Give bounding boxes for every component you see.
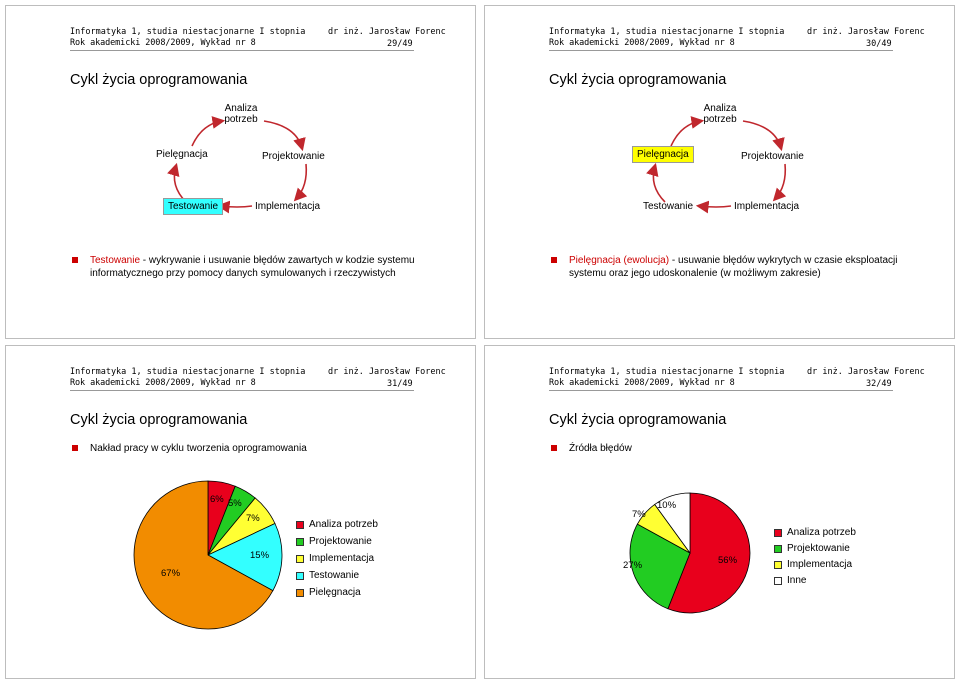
cycle-arrows: [485, 6, 956, 340]
pie-label-projektowanie: 27%: [623, 560, 643, 571]
slide-30: [484, 5, 955, 339]
definition-line1: - usuwanie błędów wykrytych w czasie eksploatacji: [669, 255, 898, 266]
arrow-analiza-projektowanie: [743, 121, 781, 148]
pie-label-analiza: 6%: [210, 494, 224, 505]
legend-swatch: [296, 572, 304, 580]
legend-item: Pielęgnacja: [309, 587, 361, 598]
legend-item: Analiza potrzeb: [787, 527, 856, 538]
pie-chart-errors: [485, 346, 956, 680]
legend-item: Testowanie: [309, 570, 360, 581]
term-pielegnacja: Pielęgnacja (ewolucja): [569, 255, 670, 266]
header-course: Informatyka 1, studia niestacjonarne I stopnia: [549, 27, 785, 37]
cycle-implementacja: Implementacja: [255, 201, 321, 212]
cycle-testowanie: Testowanie: [643, 201, 694, 212]
legend-swatch: [774, 577, 782, 585]
slide-32: [484, 345, 955, 679]
page-number: 32/49: [866, 379, 892, 389]
pie-label-implementacja: 7%: [632, 509, 646, 520]
definition-line2: informatycznego przy pomocy danych symulowanych i rzeczywistych: [90, 268, 396, 279]
legend-swatch: [774, 529, 782, 537]
cycle-pielegnacja: Pielęgnacja: [156, 149, 208, 160]
cycle-analiza-line1: Analiza: [703, 103, 737, 114]
legend-swatch: [774, 561, 782, 569]
page-number: 29/49: [387, 39, 413, 49]
legend-swatch: [296, 555, 304, 563]
legend-swatch: [296, 521, 304, 529]
slide-title: Cykl życia oprogramowania: [70, 72, 248, 88]
arrow-implementacja-testowanie: [699, 206, 731, 207]
cycle-analiza: [695, 103, 745, 125]
cycle-analiza-line2: potrzeb: [703, 114, 737, 125]
slide-title: Cykl życia oprogramowania: [70, 412, 248, 428]
arrow-testowanie-pielegnacja: [174, 166, 186, 202]
header-course: Informatyka 1, studia niestacjonarne I stopnia: [70, 27, 306, 37]
bullet-marker: [551, 257, 557, 263]
arrow-projektowanie-implementacja: [775, 164, 785, 199]
bullet-text: [569, 254, 898, 280]
pie-label-projektowanie: 5%: [228, 498, 242, 509]
bullet-marker: [72, 257, 78, 263]
header-course: Informatyka 1, studia niestacjonarne I stopnia: [70, 367, 306, 377]
cycle-pielegnacja-label: Pielęgnacja: [633, 147, 693, 162]
header-year: Rok akademicki 2008/2009, Wykład nr 8: [549, 38, 735, 48]
pie-label-pielegnacja: 67%: [161, 568, 181, 579]
header-course: Informatyka 1, studia niestacjonarne I stopnia: [549, 367, 785, 377]
cycle-arrows: [6, 6, 477, 340]
cycle-implementacja: Implementacja: [734, 201, 800, 212]
slide-31: [5, 345, 476, 679]
cycle-analiza-line1: Analiza: [224, 103, 258, 114]
legend-item: Implementacja: [309, 553, 375, 564]
header-year: Rok akademicki 2008/2009, Wykład nr 8: [70, 378, 256, 388]
legend-swatch: [774, 545, 782, 553]
slide-29: [5, 5, 476, 339]
arrow-analiza-projektowanie: [264, 121, 302, 148]
legend-swatch: [296, 589, 304, 597]
page-number: 31/49: [387, 379, 413, 389]
legend-item: Projektowanie: [787, 543, 850, 554]
term-testowanie: Testowanie: [90, 255, 141, 266]
arrow-testowanie-pielegnacja: [653, 166, 665, 202]
cycle-testowanie-label: Testowanie: [164, 199, 222, 214]
header-author: dr inż. Jarosław Forenc: [807, 367, 925, 377]
cycle-analiza: [216, 103, 266, 125]
bullet-text: Nakład pracy w cyklu tworzenia oprogramowania: [90, 443, 307, 454]
definition-line2: systemu oraz jego udoskonalenie (w możliwym zakresie): [569, 268, 821, 279]
legend-item: Projektowanie: [309, 536, 372, 547]
bullet-text: [90, 254, 415, 280]
slide-title: Cykl życia oprogramowania: [549, 412, 727, 428]
pie-label-testowanie: 15%: [250, 550, 270, 561]
legend-item: Implementacja: [787, 559, 853, 570]
header-year: Rok akademicki 2008/2009, Wykład nr 8: [549, 378, 735, 388]
cycle-pielegnacja: [633, 149, 693, 160]
pie-label-analiza: 56%: [718, 555, 738, 566]
cycle-analiza-line2: potrzeb: [224, 114, 258, 125]
header-author: dr inż. Jarosław Forenc: [807, 27, 925, 37]
definition-line1: - wykrywanie i usuwanie błędów zawartych w kodzie systemu: [140, 255, 415, 266]
pie-chart-effort: [6, 346, 477, 680]
page-number: 30/49: [866, 39, 892, 49]
header-author: dr inż. Jarosław Forenc: [328, 27, 446, 37]
legend-item: Inne: [787, 575, 807, 586]
arrow-projektowanie-implementacja: [296, 164, 306, 199]
legend-item: Analiza potrzeb: [309, 519, 378, 530]
cycle-projektowanie: Projektowanie: [262, 151, 325, 162]
arrow-implementacja-testowanie: [220, 206, 252, 207]
pie-label-inne: 10%: [657, 500, 677, 511]
slide-title: Cykl życia oprogramowania: [549, 72, 727, 88]
cycle-testowanie: [164, 201, 222, 212]
pie-label-implementacja: 7%: [246, 513, 260, 524]
header-year: Rok akademicki 2008/2009, Wykład nr 8: [70, 38, 256, 48]
legend-swatch: [296, 538, 304, 546]
header-author: dr inż. Jarosław Forenc: [328, 367, 446, 377]
bullet-text: Źródła błędów: [569, 443, 632, 454]
cycle-projektowanie: Projektowanie: [741, 151, 804, 162]
